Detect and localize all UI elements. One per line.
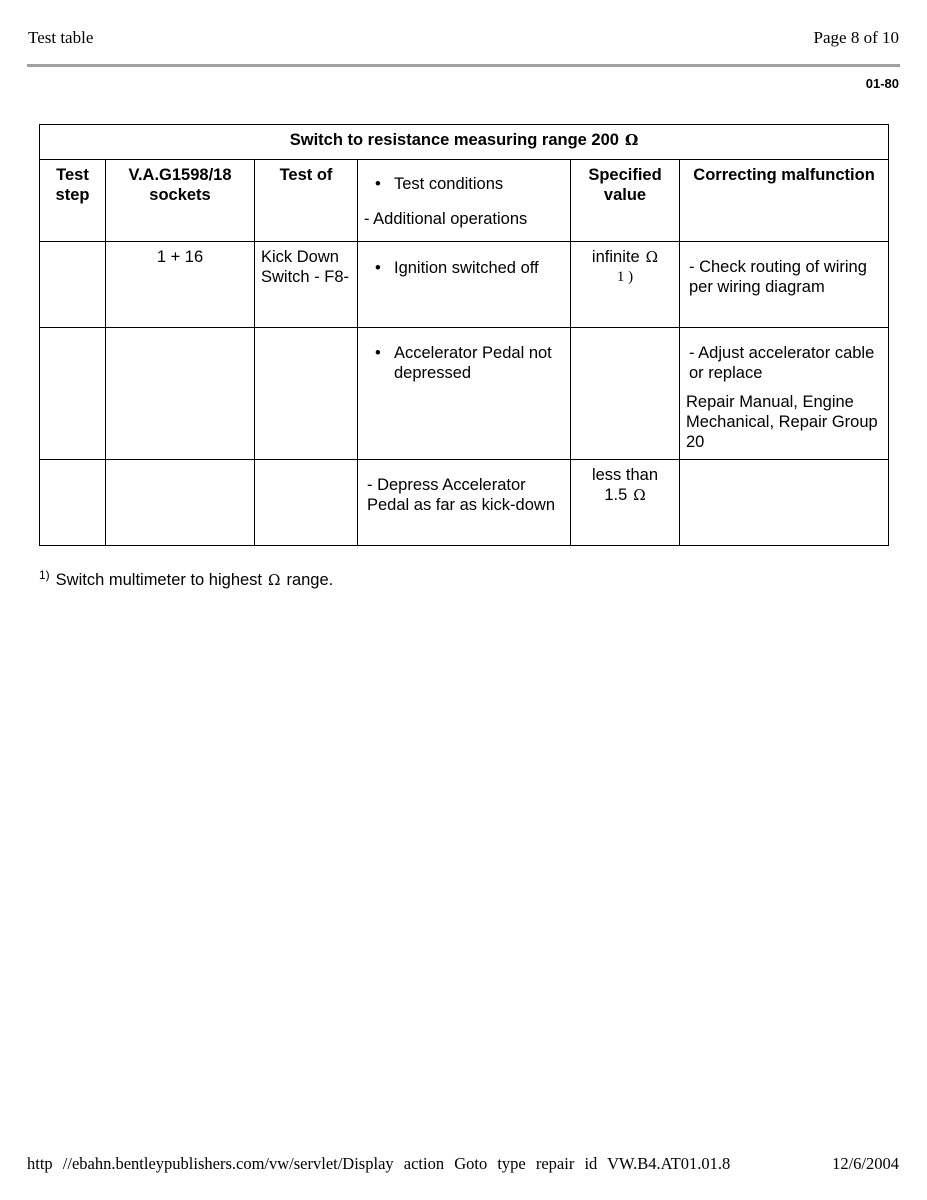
table-row bbox=[40, 460, 889, 546]
col-header-sockets: V.A.G1598/18 sockets bbox=[106, 160, 255, 242]
bullet-item bbox=[364, 258, 564, 278]
correcting-text: - Check routing of wiring per wiring diagram bbox=[689, 258, 867, 296]
cell-test-step bbox=[40, 460, 106, 546]
document-code: 01-80 bbox=[865, 76, 899, 91]
specified-text: infinite bbox=[591, 248, 640, 266]
footer-url: http //ebahn.bentleypublishers.com/vw/servlet/Display action Goto type repair id VW.B4.AT01.01.8 bbox=[27, 1154, 731, 1173]
bullet-icon: • bbox=[375, 259, 381, 277]
cell-sockets: 1 + 16 bbox=[106, 242, 255, 328]
cell-test-of: Kick Down Switch - F8- bbox=[255, 242, 358, 328]
header-divider bbox=[27, 64, 900, 67]
condition-text: Ignition switched off bbox=[394, 259, 539, 277]
cell-specified bbox=[571, 242, 680, 328]
cell-correcting bbox=[680, 242, 889, 328]
footer-date: 12/6/2004 bbox=[832, 1154, 899, 1173]
bullet-item bbox=[364, 174, 564, 194]
bullet-item bbox=[364, 343, 564, 383]
specified-text: less than 1.5 bbox=[591, 466, 659, 504]
cell-correcting bbox=[680, 460, 889, 546]
cell-condition bbox=[358, 242, 571, 328]
col-header-correcting: Correcting malfunction bbox=[680, 160, 889, 242]
bullet-icon: • bbox=[375, 175, 381, 193]
col-header-test-step: Test step bbox=[40, 160, 106, 242]
condition-text: Accelerator Pedal not depressed bbox=[394, 344, 552, 382]
table-row bbox=[40, 242, 889, 328]
col-header-test-of: Test of bbox=[255, 160, 358, 242]
footnote-text-before: Switch multimeter to highest bbox=[55, 571, 263, 589]
correcting-reference: Repair Manual, Engine Mechanical, Repair Group 20 bbox=[686, 393, 878, 451]
conditions-bullet-label: Test conditions bbox=[394, 175, 504, 193]
footnote-ref: 1 ) bbox=[616, 269, 634, 285]
cell-correcting bbox=[680, 328, 889, 460]
cell-test-of bbox=[255, 460, 358, 546]
footnote-text-after: range. bbox=[286, 571, 334, 589]
page-header-title: Test table bbox=[28, 28, 94, 47]
cell-test-step bbox=[40, 328, 106, 460]
conditions-dash-label: - Additional operations bbox=[364, 210, 528, 228]
table-title bbox=[40, 125, 889, 160]
table-header-row bbox=[40, 160, 889, 242]
bullet-icon: • bbox=[375, 344, 381, 362]
table-row bbox=[40, 328, 889, 460]
cell-test-step bbox=[40, 242, 106, 328]
page-number: Page 8 of 10 bbox=[813, 28, 899, 47]
ohm-symbol: Ω bbox=[633, 486, 646, 504]
col-header-specified: Specified value bbox=[571, 160, 680, 242]
test-table bbox=[39, 124, 889, 546]
ohm-symbol: Ω bbox=[624, 131, 639, 149]
cell-specified bbox=[571, 328, 680, 460]
correcting-text: - Adjust accelerator cable or replace bbox=[689, 344, 875, 382]
ohm-symbol: Ω bbox=[268, 571, 281, 589]
ohm-symbol: Ω bbox=[645, 248, 659, 266]
footnote bbox=[39, 568, 333, 590]
table-title-text: Switch to resistance measuring range 200 bbox=[289, 131, 619, 149]
condition-text: - Depress Accelerator Pedal as far as kick-down bbox=[367, 476, 556, 514]
table-title-row bbox=[40, 125, 889, 160]
col-header-conditions bbox=[358, 160, 571, 242]
cell-sockets bbox=[106, 460, 255, 546]
cell-test-of bbox=[255, 328, 358, 460]
cell-condition bbox=[358, 460, 571, 546]
cell-sockets bbox=[106, 328, 255, 460]
footnote-marker: 1) bbox=[39, 568, 50, 582]
cell-condition bbox=[358, 328, 571, 460]
cell-specified bbox=[571, 460, 680, 546]
